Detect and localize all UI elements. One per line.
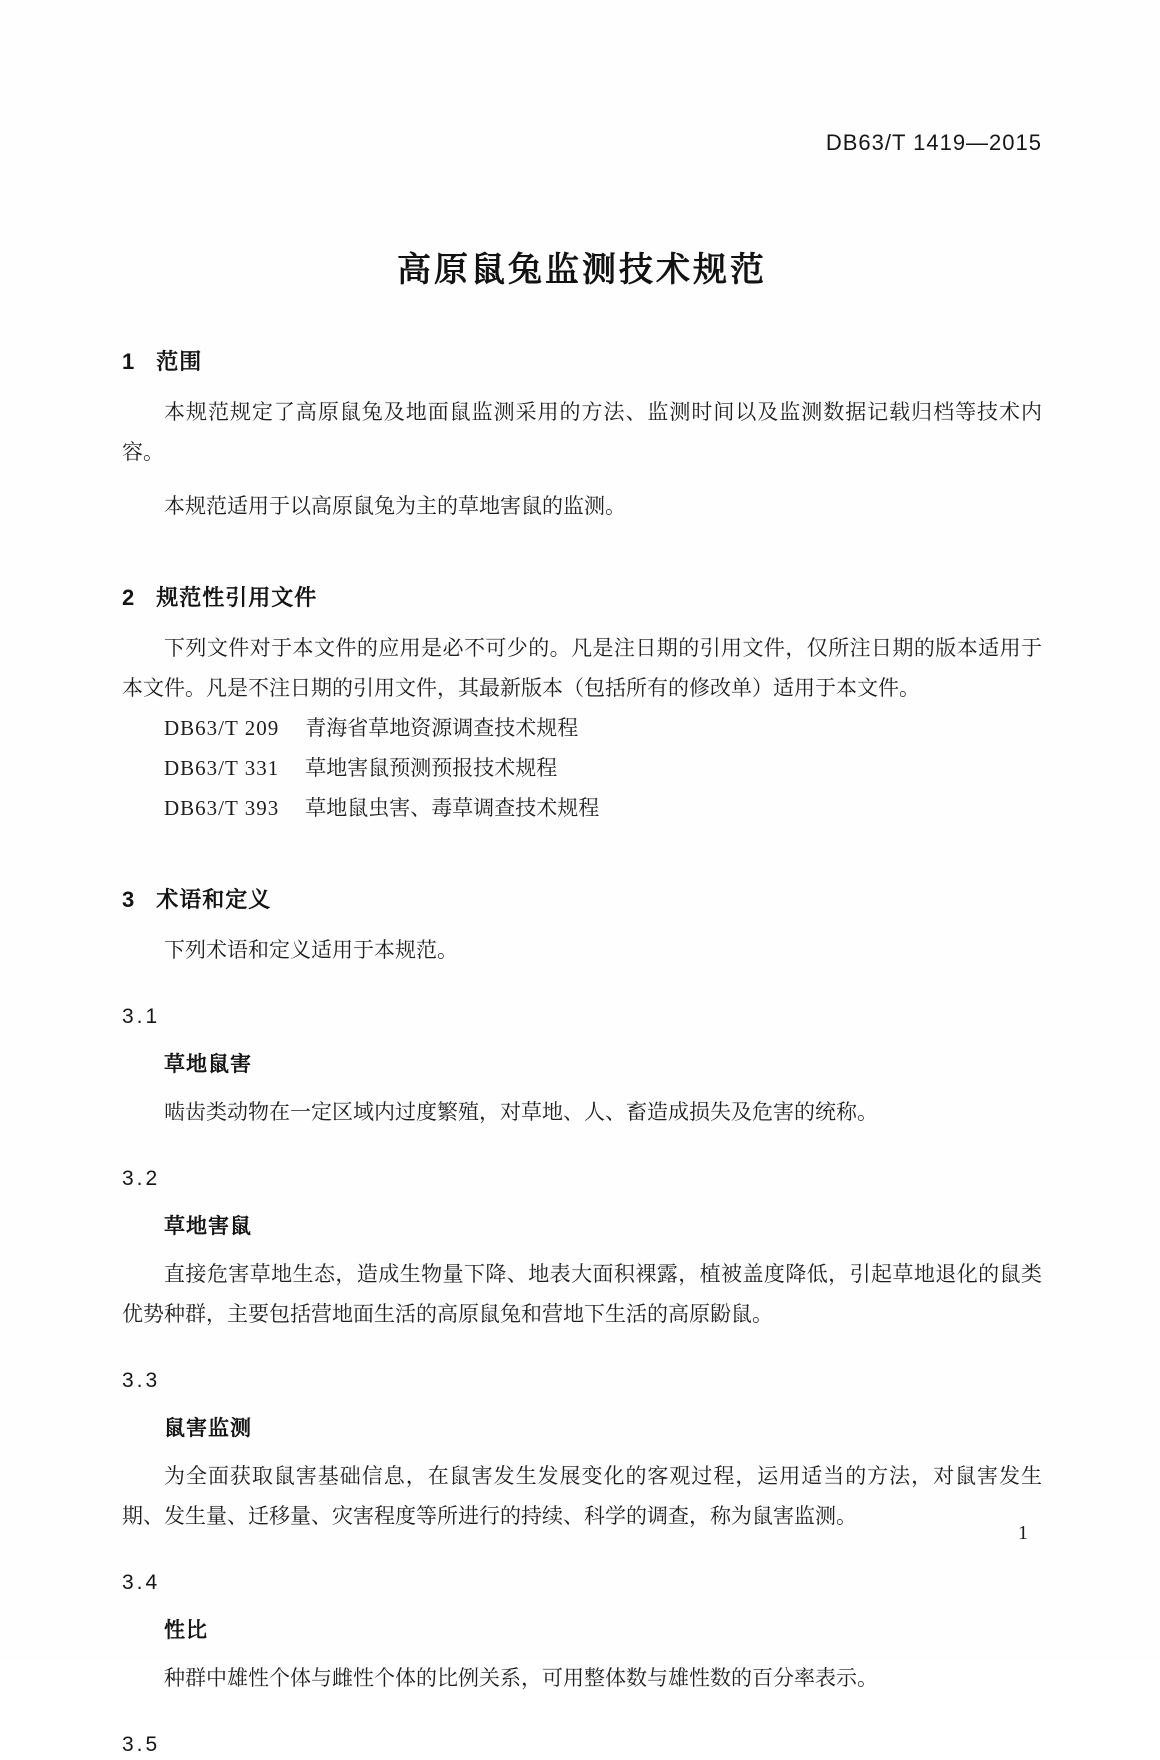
term-number: 3.3 xyxy=(122,1369,161,1392)
term-name: 草地害鼠 xyxy=(164,1215,252,1238)
reference-code: DB63/T 209 xyxy=(164,716,280,740)
reference-list xyxy=(122,708,1042,828)
page-number: 1 xyxy=(1018,1522,1028,1544)
clause-2-heading xyxy=(122,582,1042,614)
clause-2-title: 规范性引用文件 xyxy=(156,585,318,610)
term-number: 3.2 xyxy=(122,1167,161,1190)
term-definition: 种群中雄性个体与雌性个体的比例关系，可用整体数与雄性数的百分率表示。 xyxy=(164,1666,878,1690)
term-definition: 啮齿类动物在一定区域内过度繁殖，对草地、人、畜造成损失及危害的统称。 xyxy=(164,1100,878,1124)
term-name: 性比 xyxy=(164,1619,208,1642)
standard-code: DB63/T 1419—2015 xyxy=(825,130,1042,155)
section-terms-definitions xyxy=(122,884,1042,1760)
clause-3-heading xyxy=(122,884,1042,916)
term-number: 3.1 xyxy=(122,1005,161,1028)
page-title: 高原鼠兔监测技术规范 xyxy=(397,251,767,289)
reference-title: 草地害鼠预测预报技术规程 xyxy=(305,756,558,780)
reference-item xyxy=(122,748,1042,788)
reference-title: 草地鼠虫害、毒草调查技术规程 xyxy=(305,796,600,820)
term-definition: 直接危害草地生态，造成生物量下降、地表大面积裸露，植被盖度降低，引起草地退化的鼠类优势种群，主要包括营地面生活的高原鼠兔和营地下生活的高原鼢鼠。 xyxy=(122,1262,1042,1326)
clause-1-number: 1 xyxy=(122,349,137,374)
term-block-3-4 xyxy=(122,1568,1042,1698)
reference-item xyxy=(122,788,1042,828)
term-name: 草地鼠害 xyxy=(164,1053,252,1076)
term-number: 3.5 xyxy=(122,1733,161,1756)
term-name: 鼠害监测 xyxy=(164,1417,252,1440)
term-number: 3.4 xyxy=(122,1571,161,1594)
section-scope xyxy=(122,346,1042,526)
term-definition: 为全面获取鼠害基础信息，在鼠害发生发展变化的客观过程，运用适当的方法，对鼠害发生期、发生量、迁移量、灾害程度等所进行的持续、科学的调查，称为鼠害监测。 xyxy=(122,1464,1042,1528)
clause-1-title: 范围 xyxy=(156,349,203,374)
term-block-3-2 xyxy=(122,1164,1042,1334)
reference-code: DB63/T 331 xyxy=(164,756,280,780)
terms-intro-paragraph: 下列术语和定义适用于本规范。 xyxy=(164,938,458,962)
reference-item xyxy=(122,708,1042,748)
clause-2-number: 2 xyxy=(122,585,137,610)
scope-paragraph-1: 本规范规定了高原鼠兔及地面鼠监测采用的方法、监测时间以及监测数据记载归档等技术内容。 xyxy=(122,400,1042,464)
reference-code: DB63/T 393 xyxy=(164,796,280,820)
term-block-3-5 xyxy=(122,1730,1042,1760)
term-block-3-3 xyxy=(122,1366,1042,1536)
scope-paragraph-2: 本规范适用于以高原鼠兔为主的草地害鼠的监测。 xyxy=(164,494,626,518)
clause-3-number: 3 xyxy=(122,887,137,912)
clause-1-heading xyxy=(122,346,1042,378)
clause-3-title: 术语和定义 xyxy=(156,887,272,912)
section-normative-references xyxy=(122,582,1042,828)
references-intro-paragraph: 下列文件对于本文件的应用是必不可少的。凡是注日期的引用文件，仅所注日期的版本适用于本文件。凡是不注日期的引用文件，其最新版本（包括所有的修改单）适用于本文件。 xyxy=(122,636,1042,700)
term-block-3-1 xyxy=(122,1002,1042,1132)
reference-title: 青海省草地资源调查技术规程 xyxy=(305,716,579,740)
